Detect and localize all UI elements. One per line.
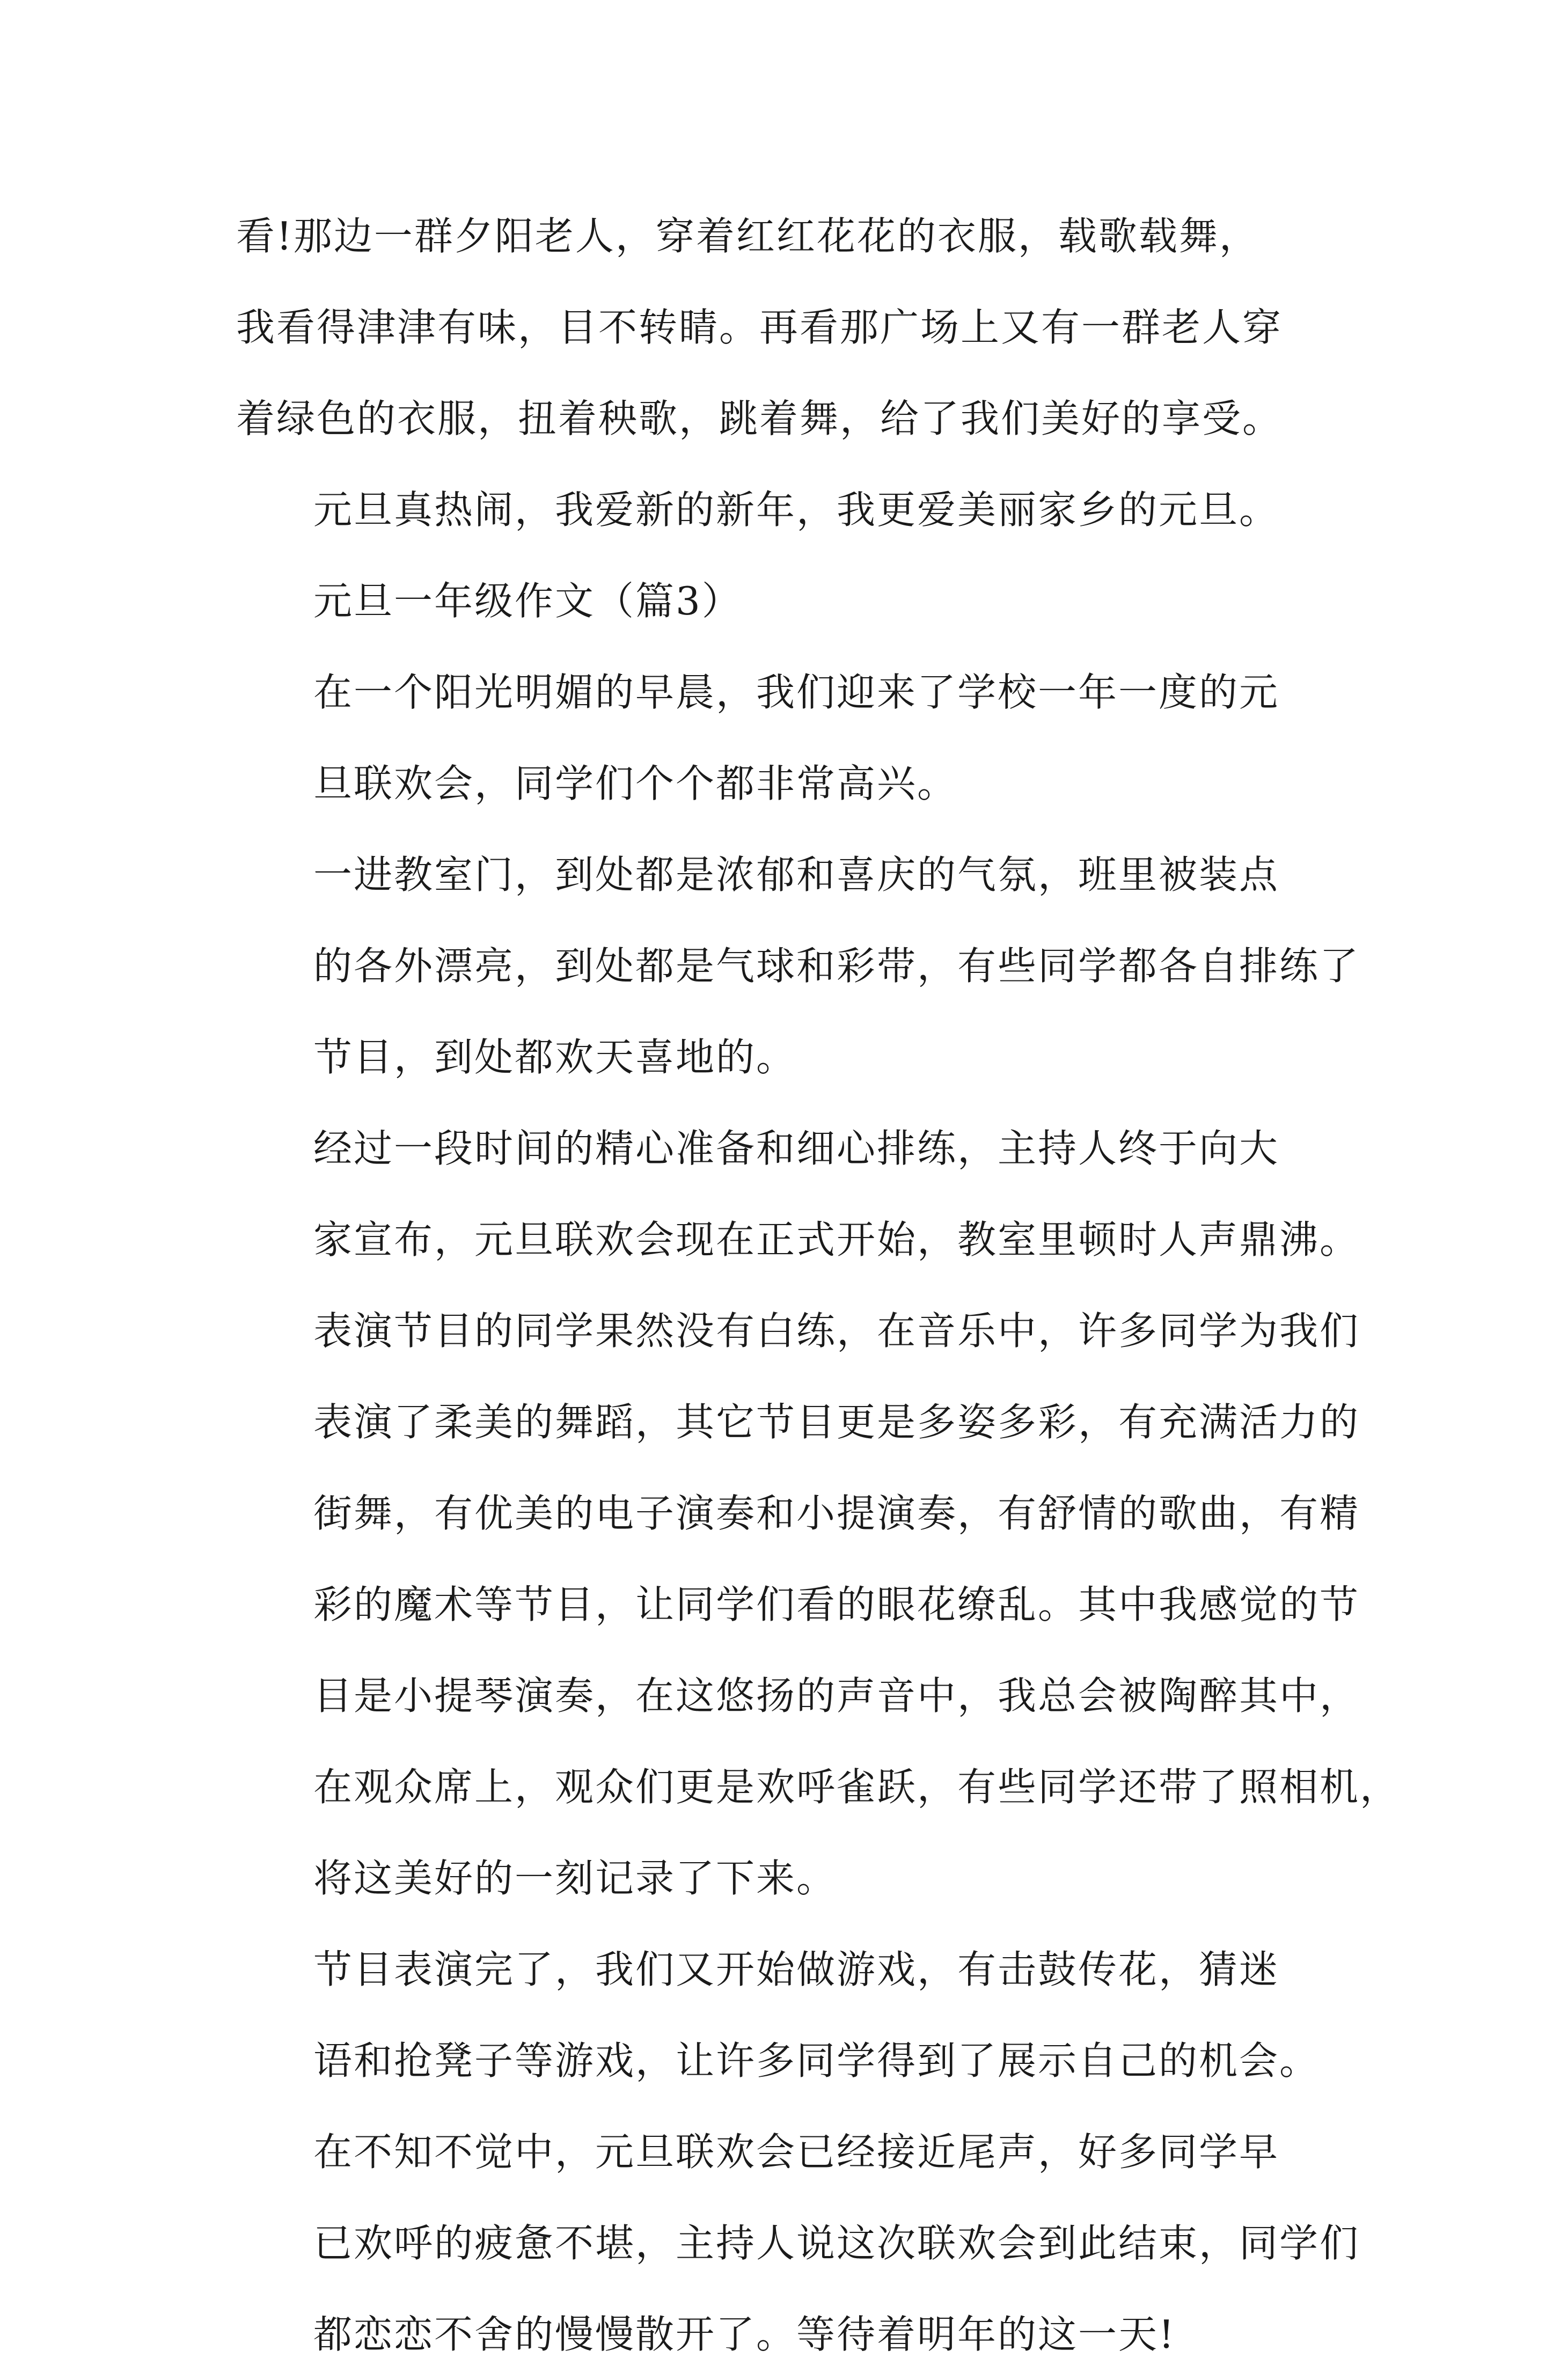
- text-line: 都恋恋不舍的慢慢散开了。等待着明年的这一天!: [313, 2312, 1176, 2357]
- text-line: 元旦真热闹，我爱新的新年，我更爱美丽家乡的元旦。: [313, 487, 1280, 532]
- text-line: 在观众席上，观众们更是欢呼雀跃，有些同学还带了照相机，: [313, 1764, 1401, 1810]
- document-body: [236, 191, 1401, 2380]
- text-line: 目是小提琴演奏，在这悠扬的声音中，我总会被陶醉其中，: [313, 1673, 1360, 1718]
- text-line: 节目，到处都欢天喜地的。: [313, 1035, 797, 1080]
- text-line: 在不知不觉中，元旦联欢会已经接近尾声，好多同学早: [313, 2129, 1280, 2174]
- text-line: 将这美好的一刻记录了下来。: [313, 1856, 837, 1901]
- paragraph-intro: [236, 647, 1331, 829]
- text-line: 旦联欢会，同学们个个都非常高兴。: [313, 761, 958, 806]
- text-line: 经过一段时间的精心准备和细心排练，主持人终于向大: [313, 1126, 1280, 1171]
- text-line: 的各外漂亮，到处都是气球和彩带，有些同学都各自排练了: [313, 943, 1360, 988]
- paragraph-old-folks: [236, 191, 1331, 464]
- section-heading: [236, 555, 1331, 647]
- text-line: 我看得津津有味，目不转睛。再看那广场上又有一群老人穿: [236, 305, 1283, 350]
- text-line: 已欢呼的疲惫不堪，主持人说这次联欢会到此结束，同学们: [313, 2221, 1360, 2266]
- paragraph-classroom: [236, 829, 1360, 1103]
- text-line: 语和抢凳子等游戏，让许多同学得到了展示自己的机会。: [313, 2038, 1320, 2083]
- text-line: 看!那边一群夕阳老人，穿着红红花花的衣服，载歌载舞，: [236, 214, 1259, 259]
- text-line: 街舞，有优美的电子演奏和小提演奏，有舒情的歌曲，有精: [313, 1491, 1360, 1536]
- text-line: 节目表演完了，我们又开始做游戏，有击鼓传花，猜迷: [313, 1947, 1280, 1992]
- text-line: 表演了柔美的舞蹈，其它节目更是多姿多彩，有充满活力的: [313, 1400, 1360, 1445]
- paragraph-games: [236, 1924, 1331, 2106]
- paragraph-conclusion: [236, 464, 1331, 555]
- text-line: 着绿色的衣服，扭着秧歌，跳着舞，给了我们美好的享受。: [236, 396, 1283, 441]
- text-line: 家宣布，元旦联欢会现在正式开始，教室里顿时人声鼎沸。: [313, 1217, 1360, 1262]
- paragraph-ending: [236, 2106, 1360, 2380]
- essay-title: 元旦一年级作文（篇3）: [313, 578, 742, 624]
- text-line: 表演节目的同学果然没有白练，在音乐中，许多同学为我们: [313, 1308, 1360, 1353]
- text-line: 彩的魔术等节目，让同学们看的眼花缭乱。其中我感觉的节: [313, 1582, 1360, 1627]
- paragraph-performances: [236, 1103, 1401, 1924]
- text-line: 在一个阳光明媚的早晨，我们迎来了学校一年一度的元: [313, 670, 1280, 715]
- text-line: 一进教室门，到处都是浓郁和喜庆的气氛，班里被装点: [313, 852, 1280, 897]
